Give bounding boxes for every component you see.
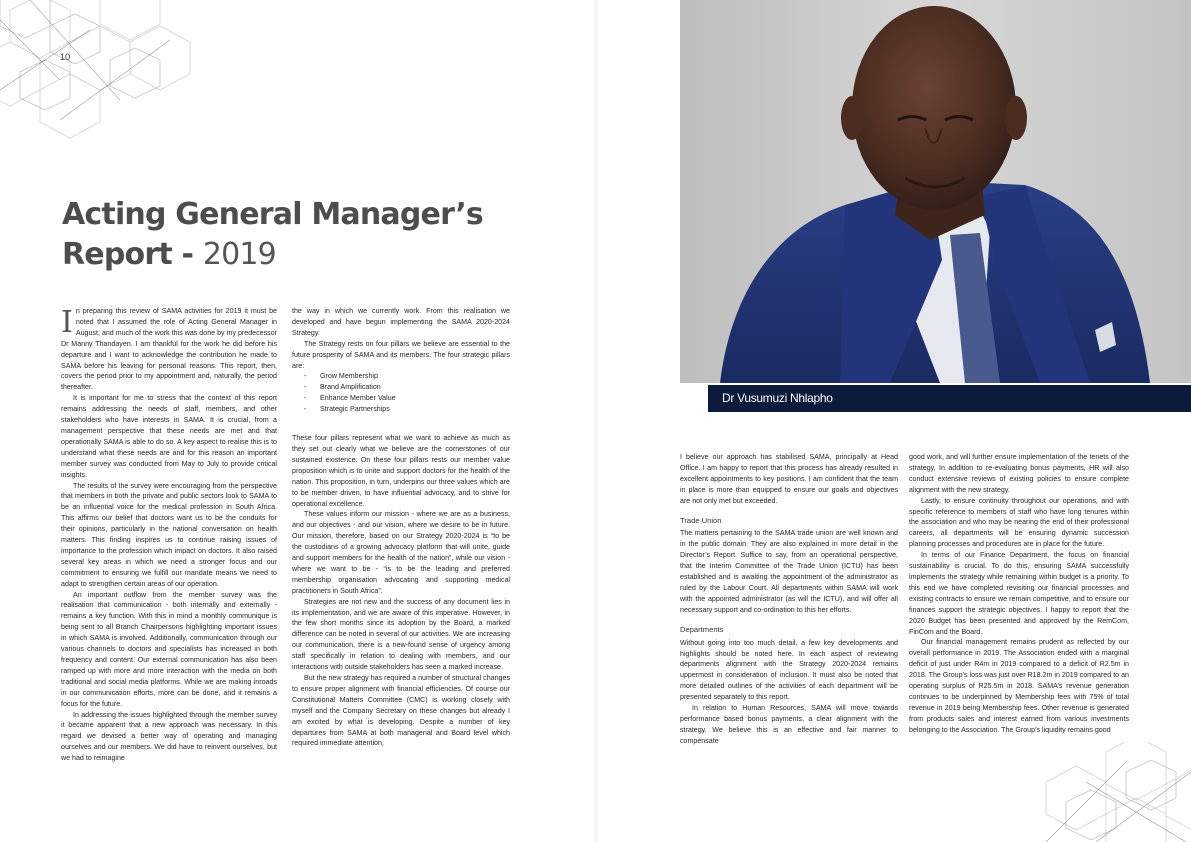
list-item: - Grow Membership xyxy=(304,371,510,382)
title-line-2-prefix: Report - xyxy=(62,237,203,272)
text-column-2 xyxy=(292,306,510,749)
portrait-photo xyxy=(680,0,1191,383)
page-title xyxy=(62,195,483,275)
hexagon-pattern-top-left xyxy=(0,0,200,140)
portrait-image xyxy=(680,0,1191,383)
list-item: - Enhance Member Value xyxy=(304,393,510,404)
text-column-3 xyxy=(680,452,898,747)
paragraph: The Strategy rests on four pillars we believe are essential to the future prosperity of SAMA and its members. The four strategic pillars are: xyxy=(292,339,510,370)
hexagon-pattern-bottom-right xyxy=(1026,742,1191,842)
section-heading-trade-union: Trade Union xyxy=(680,515,722,525)
paragraph: But the new strategy has required a number of structural changes to ensure proper alignment with financial efficiencies. Of course our Constitutional Matters Committee (CMC) is working closely with myself and the Company Secretary on these changes but already I am excited by what is developing. Despite a number of key departures from SAMA at both managerial and Board level which required immediate attention, xyxy=(292,674,510,748)
paragraph: Without going into too much detail, a few key developments and highlights should be noted here. In each aspect of reviewing departments alignment with the Strategy 2020-2024 remains uppermost in consideration of inclusion. It must also be noted that more detailed outlines of the activities of each department will be presented separately to this report. xyxy=(680,638,898,702)
paragraph: It is important for me to stress that the context of this report remains addressing the needs of staff, members, and other stakeholders who have interests in SAMA. It is crucial, from a management perspective that these needs are met and that operationally SAMA is able to do so. A key aspect to realise this is to understand what these needs are and for this reason an important member survey was conducted from May to July to provide critical insights. xyxy=(61,394,277,479)
paragraph xyxy=(61,306,277,393)
paragraph-text: n preparing this review of SAMA activities for 2019 it must be noted that I assumed the role of Acting General Manager in August, and much of the work this was done by my predecessor Dr Manny Thandayen. I am thankful for the work he did before his departure and I want to acknowledge the contribution he made to SAMA before his leaving for personal reasons. This report, then, covers the period prior to my appointment and, naturally, the period thereafter. xyxy=(61,307,277,392)
text-column-1 xyxy=(61,306,277,764)
section-heading-departments: Departments xyxy=(680,624,724,634)
list-item: - Brand Amplification xyxy=(304,382,510,393)
paragraph: In addressing the issues highlighted through the member survey it became apparent that a new approach was necessary. In this regard we devised a better way of operating and managing ourselves and our members. We did have to reinvent ourselves, but we had to reimagine xyxy=(61,710,277,763)
text-column-4 xyxy=(909,452,1129,736)
paragraph: These four pillars represent what we want to achieve as much as they set out clearly what we believe are the cornerstones of our sustained existence. On these four pillars rests our member value proposition which is to unite and support doctors for the health of the nation. This proposition, in turn, underpins our three values which are to be member driven, to have influential advocacy, and to strive for operational excellence. xyxy=(292,434,510,508)
paragraph: I believe our approach has stabilised SAMA, principally at Head Office. I am happy to report that this process has already resulted in excellent appointments to key positions. I am confident that the team in place is more than equipped to ensure our goals and objectives are not only met but exceeded. xyxy=(680,453,898,505)
paragraph: the way in which we currently work. From this realisation we developed and have begun implementing the SAMA 2020-2024 Strategy. xyxy=(292,307,510,337)
paragraph: Our financial management remains prudent as reflected by our overall performance in 2019. The Association ended with a marginal deficit of just under R4m in 2019 compared to a deficit of R2.5m in 2018. The Group’s loss was just over R18.2m in 2019 compared to an operating surplus of R25.5m in 2018. SAMA’s revenue generation continues to be underpinned by Membership fees with 75% of total revenue in 2019 being Membership fees. Other revenue is generated from products sales and interest earned from various investments belonging to the Association. The Group’s liquidity remains good xyxy=(909,638,1129,734)
photo-caption: Dr Vusumuzi Nhlapho xyxy=(722,391,833,405)
paragraph: In relation to Human Resources, SAMA will move towards performance based bonus payments, a clear alignment with the strategy. We believe this is an effective and fair manner to compensate xyxy=(680,704,898,745)
title-line-1: Acting General Manager’s xyxy=(62,197,483,232)
paragraph: An important outflow from the member survey was the realisation that communication - both internally and externally - remains a key function. With this in mind a monthly communique is being sent to all Branch Chairpersons highlighting important issues in which SAMA is involved. Additionally, communication through our various channels to doctors and specialists has increased in both frequency and content. Our external communication has also been ramped up with more and more interaction with the media on both traditional and social media platforms. While we are making inroads in our communication efforts, more can be done, and it remains a focus for the future. xyxy=(61,590,277,708)
paragraph: Lastly, to ensure continuity throughout our operations, and with specific reference to members of staff who have long tenures within the association and who may be nearing the end of their professional careers, all departments will be ensuring dynamic succession planning processes and procedures are in place for the future. xyxy=(909,496,1129,549)
paragraph: The matters pertaining to the SAMA trade union are well known and in the public domain. They are also explained in more detail in the Director’s Report. Suffice to say, from an operational perspective, that the Interim Committee of the Trade Union (ICTU) has been established and is awaiting the appointment of the administrator as ruled by the Labour Court. All departments within SAMA will work with the appointed administrator (as will the ICTU), and will offer all necessary support and co-ordination to this her efforts. xyxy=(680,529,898,614)
paragraph: good work, and will further ensure implementation of the tenets of the strategy. In addition to re-evaluating bonus payments, HR will also conduct extensive reviews of existing policies to ensure complete alignment with the new strategy. xyxy=(909,453,1129,494)
paragraph: These values inform our mission - where we are as a business, and our objectives - and our vision, where we desire to be in future. Our mission, therefore, based on our Strategy 2020-2024 is “to be the custodians of a growing advocacy platform that will unite, guide and support members for the health of the nation”, while our vision - where we want to be - “is to be the leading and preferred membership organisation advocating and supporting medical practitioners in South Africa”. xyxy=(292,510,510,595)
page-gutter xyxy=(592,0,600,842)
drop-cap: I xyxy=(61,305,73,340)
list-item: - Strategic Partnerships xyxy=(304,404,510,415)
title-year: 2019 xyxy=(202,237,276,272)
paragraph: In terms of our Finance Department, the focus on financial sustainability is crucial. To do this, ensuring SAMA successfully implements the strategy while remaining within budget is a priority. To this end we have completed revisiting our financial processes and existing contracts to ensure we remain competitive, and to ensure our finances support the strategic objectives. I happy to report that the 2020 Budget has been presented and approved by the RemCom, FinCom and the Board. xyxy=(909,551,1129,636)
strategic-pillars-list xyxy=(304,371,510,415)
paragraph: Strategies are not new and the success of any document lies in its implementation, and we are aware of this imperative. However, in the few short months since its adoption by the Board, a marked difference can be noted in several of our activities. We are increasing our communication, there is a new-found sense of urgency among staff specifically in relation to dealing with members, and our interactions with outside stakeholders has seen a marked increase. xyxy=(292,597,510,672)
page-number: 10 xyxy=(60,52,71,62)
paragraph: The results of the survey were encouraging from the perspective that members in both the private and public sectors look to SAMA to be an influential voice for the medical profession in South Africa. This affirms our belief that doctors want us to be the conduits for their opinions, particularly in the national conversation on health matters. This finding inspires us to continue raising issues of importance to the profession which impact on doctors. It also raised several key areas in which we need a stronger focus and our commitment to ensuring we fulfill our mandate means we need to adapt to strengthen certain areas of our operation. xyxy=(61,481,277,588)
